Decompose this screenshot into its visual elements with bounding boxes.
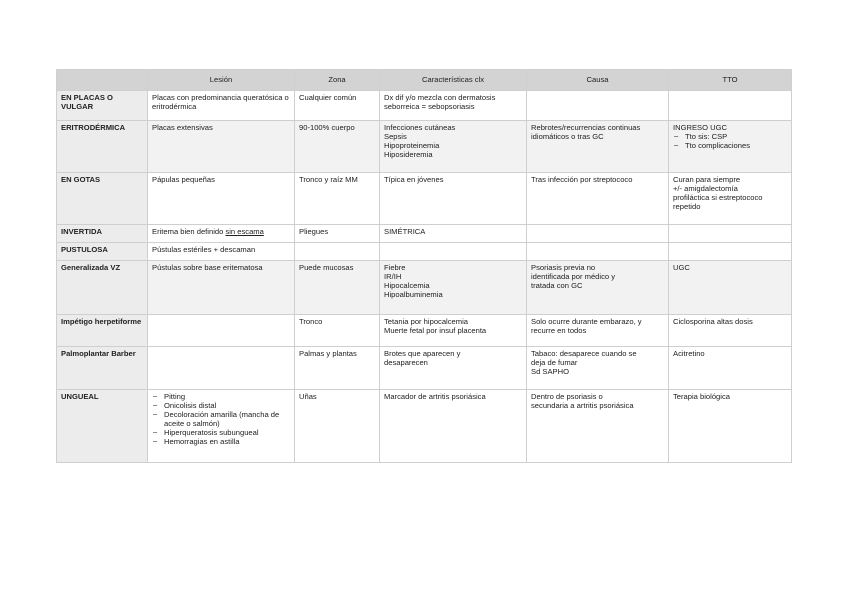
causa-line: Sd SAPHO [531,366,569,376]
row-label-cell: Generalizada VZ [57,261,148,315]
causa-line: Tabaco: desaparece cuando se [531,349,637,358]
tto-cell [669,261,792,315]
tto-list [673,133,787,151]
caracteristicas-line: Brotes que aparecen y [384,349,461,358]
tto-line: repetido [673,201,701,211]
caracteristicas-line: Fiebre [384,263,406,272]
table-row [57,315,792,347]
caracteristicas-line: Hipoproteinemia [384,140,440,150]
caracteristicas-line: desaparecen [384,357,428,367]
zona-cell: Puede mucosas [295,261,380,315]
causa-line: Solo ocurre durante embarazo, y [531,317,642,326]
tto-line: profiláctica si estreptococo [673,192,763,202]
tto-cell [669,390,792,463]
causa-line: secundaria a artritis psoriásica [531,400,634,410]
tto-line: UGC [673,263,690,272]
caracteristicas-line: Hiposideremia [384,149,433,159]
causa-cell [527,225,669,243]
caracteristicas-cell [380,225,527,243]
zona-cell: Tronco [295,315,380,347]
tto-cell [669,243,792,261]
tto-list-item: – Tto sis: CSP [673,133,787,142]
causa-cell [527,121,669,173]
caracteristicas-line: Infecciones cutáneas [384,123,456,132]
causa-cell [527,390,669,463]
tto-list-item: – Tto complicaciones [673,142,787,151]
lesion-text: Eritema bien definido [152,227,226,236]
zona-cell: 90-100% cuerpo [295,121,380,173]
lesion-list-item: – Hemorragias en astilla [152,438,290,447]
causa-cell [527,243,669,261]
table-row [57,347,792,390]
table-row [57,390,792,463]
causa-line: tratada con GC [531,280,583,290]
caracteristicas-line: Sepsis [384,131,407,141]
causa-line: Dentro de psoriasis o [531,392,603,401]
causa-line: Rebrotes/recurrencias continuas [531,123,641,132]
causa-line: idiomáticos o tras GC [531,131,604,141]
header-cell-tto: TTO [669,70,792,91]
tto-line: Acitretino [673,349,705,358]
causa-cell [527,91,669,121]
table-header-row [57,70,792,91]
tto-cell [669,91,792,121]
caracteristicas-line: IR/IH [384,271,402,281]
caracteristicas-cell [380,173,527,225]
caracteristicas-cell [380,261,527,315]
table-row [57,243,792,261]
caracteristicas-line: Hipoalbuminemia [384,289,443,299]
causa-line: Tras infección por streptococo [531,175,633,184]
tto-line: Terapia biológica [673,392,730,401]
caracteristicas-cell [380,243,527,261]
zona-cell: Cualquier común [295,91,380,121]
table-row [57,261,792,315]
caracteristicas-line: Tetania por hipocalcemia [384,317,469,326]
zona-cell: Palmas y plantas [295,347,380,390]
tto-cell [669,315,792,347]
causa-line: Psoriasis previa no [531,263,596,272]
causa-line: deja de fumar [531,357,578,367]
caracteristicas-cell [380,347,527,390]
header-cell-zona: Zona [295,70,380,91]
lesion-list-item: – Hiperqueratosis subungueal [152,429,290,438]
caracteristicas-cell [380,390,527,463]
tto-line: Ciclosporina altas dosis [673,317,753,326]
tto-line: +/- amigdalectomía [673,183,738,193]
row-label-cell: EN PLACAS O VULGAR [57,91,148,121]
lesion-list-item: – Decoloración amarilla (mancha de aceite o salmón) [152,411,290,429]
table-row [57,225,792,243]
caracteristicas-line: seborreica = sebopsoriasis [384,101,475,111]
tto-cell [669,225,792,243]
table-row [57,91,792,121]
lesion-list-item: – Onicolisis distal [152,402,290,411]
causa-line: identificada por médico y [531,271,615,281]
row-label-cell: ERITRODÉRMICA [57,121,148,173]
lesion-list [152,393,290,447]
table-row [57,173,792,225]
row-label-cell: PUSTULOSA [57,243,148,261]
caracteristicas-line: Típica en jóvenes [384,175,444,184]
causa-cell [527,173,669,225]
caracteristicas-line: Muerte fetal por insuf placenta [384,325,487,335]
caracteristicas-line: SIMÉTRICA [384,227,426,236]
lesion-cell [148,390,295,463]
zona-cell: Uñas [295,390,380,463]
caracteristicas-line: Dx dif y/o mezcla con dermatosis [384,93,496,102]
lesion-list-item: – Pitting [152,393,290,402]
lesion-cell [148,225,295,243]
causa-line: recurre en todos [531,325,587,335]
causa-cell [527,347,669,390]
lesion-cell [148,347,295,390]
row-label-cell: INVERTIDA [57,225,148,243]
tto-line: Curan para siempre [673,175,741,184]
header-cell-lesion: Lesión [148,70,295,91]
header-cell-causa: Causa [527,70,669,91]
lesion-cell: Placas con predominancia queratósica o eritrodérmica [148,91,295,121]
causa-cell [527,261,669,315]
caracteristicas-cell [380,91,527,121]
tto-cell [669,347,792,390]
zona-cell: Tronco y raíz MM [295,173,380,225]
zona-cell: Pliegues [295,225,380,243]
tto-cell [669,173,792,225]
tto-line: INGRESO UGC [673,123,728,132]
lesion-cell: Pústulas estériles + descaman [148,243,295,261]
zona-cell [295,243,380,261]
table-row [57,121,792,173]
caracteristicas-cell [380,315,527,347]
psoriasis-types-table [56,69,792,463]
lesion-cell: Pápulas pequeñas [148,173,295,225]
lesion-cell: Pústulas sobre base eritematosa [148,261,295,315]
caracteristicas-line: Hipocalcemia [384,280,430,290]
row-label-cell: Palmoplantar Barber [57,347,148,390]
caracteristicas-cell [380,121,527,173]
lesion-cell [148,315,295,347]
tto-cell [669,121,792,173]
causa-cell [527,315,669,347]
caracteristicas-line: Marcador de artritis psoriásica [384,392,486,401]
lesion-underlined-text: sin escama [225,227,264,236]
header-cell [57,70,148,91]
lesion-cell: Placas extensivas [148,121,295,173]
header-cell-caracteristicas: Características clx [380,70,527,91]
row-label-cell: Impétigo herpetiforme [57,315,148,347]
row-label-cell: UNGUEAL [57,390,148,463]
row-label-cell: EN GOTAS [57,173,148,225]
